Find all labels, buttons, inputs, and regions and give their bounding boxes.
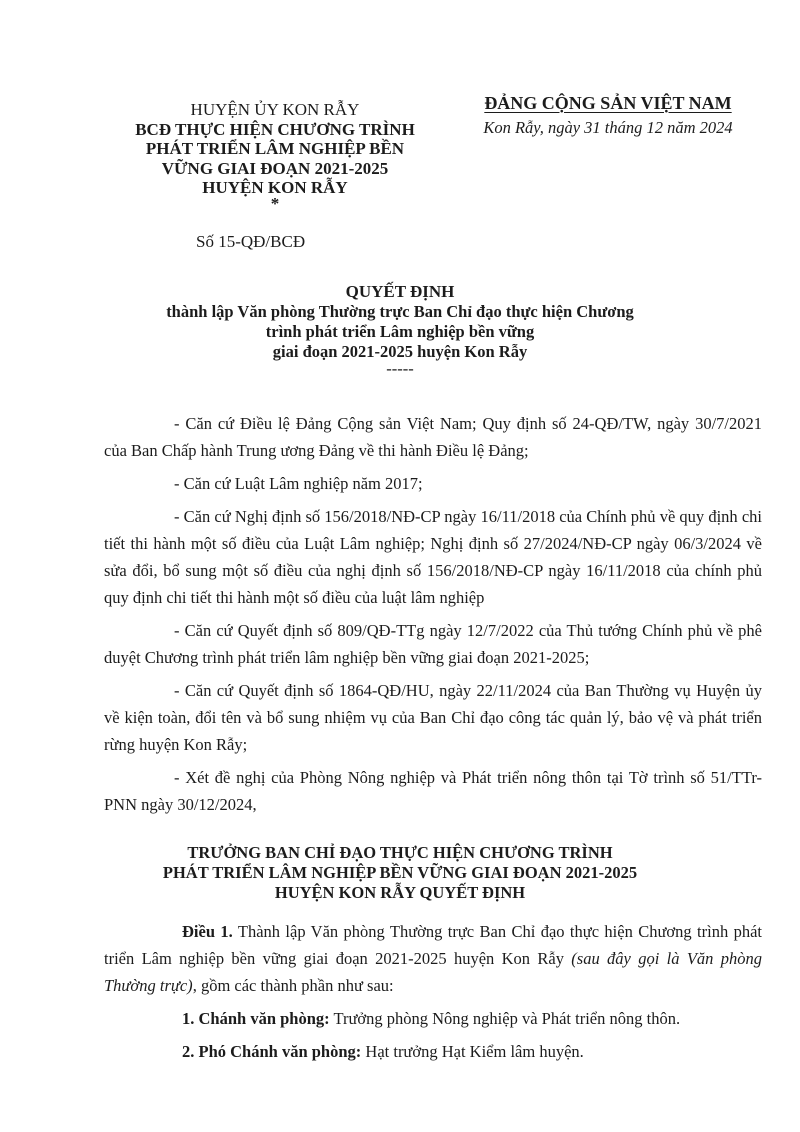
legal-basis-4: - Căn cứ Quyết định số 809/QĐ-TTg ngày 12/7/2022 của Thủ tướng Chính phủ về phê duyệt Chương trình phát triển lâm nghiệp bền vững giai đoạn 2021-2025; [104,621,762,667]
decision-subject-line-2: trình phát triển Lâm nghiệp bền vững [265,322,535,341]
title-separator: ----- [386,359,414,378]
steering-committee-line-4: HUYỆN KON RẪY [202,178,348,197]
article-1-note: (sau đây gọi là Văn phòng Thường trực) [104,949,762,995]
party-header [458,93,758,138]
legal-basis-2: - Căn cứ Luật Lâm nghiệp năm 2017; [174,474,423,493]
article-1-tail: , gồm các thành phần như sau: [192,976,394,995]
decree-heading-line-3: HUYỆN KON RẪY QUYẾT ĐỊNH [274,883,526,902]
decision-subject-line-1: thành lập Văn phòng Thường trực Ban Chỉ đạo thực hiện Chương [166,302,634,321]
member-role-label: 2. Phó Chánh văn phòng: [182,1042,362,1061]
legal-basis-5: - Căn cứ Quyết định số 1864-QĐ/HU, ngày 22/11/2024 của Ban Thường vụ Huyện ủy về kiện toàn, đổi tên và bổ sung nhiệm vụ của Ban Chỉ đạo công tác quản lý, bảo vệ và phát triển rừng huyện Kon Rẫy; [104,681,762,754]
member-item [104,1005,762,1032]
decree-heading-line-1: TRƯỞNG BAN CHỈ ĐẠO THỰC HIỆN CHƯƠNG TRÌNH [187,843,613,862]
article-1-text: Thành lập Văn phòng Thường trực Ban Chỉ đạo thực hiện Chương trình phát triển Lâm nghiệp bền vững giai đoạn 2021-2025 huyện Kon Rẫy [104,922,763,968]
steering-committee-line-3: VỮNG GIAI ĐOẠN 2021-2025 [161,158,389,178]
legal-basis-3: - Căn cứ Nghị định số 156/2018/NĐ-CP ngày 16/11/2018 của Chính phủ về quy định chi tiết thi hành một số điều của Luật Lâm nghiệp; Nghị định số 27/2024/NĐ-CP ngày 06/3/2024 về sửa đổi, bổ sung một số điều của nghị định số 156/2018/NĐ-CP ngày 16/11/2018 của chính phủ quy định chi tiết thi hành một số điều của luật lâm nghiệp [104,507,762,607]
decision-title [150,282,650,376]
header-star: * [270,193,280,213]
article-1 [104,918,762,999]
member-role-text: Trưởng phòng Nông nghiệp và Phát triển nông thôn. [329,1009,681,1028]
issuing-body-header [110,100,440,213]
issuing-party-committee: HUYỆN ỦY KON RẪY [190,100,360,119]
legal-bases [104,410,762,824]
legal-basis-1: - Căn cứ Điều lệ Đảng Cộng sản Việt Nam; Quy định số 24-QĐ/TW, ngày 30/7/2021 của Ban Chấp hành Trung ương Đảng về thi hành Điều lệ Đảng; [104,414,762,460]
decision-heading: QUYẾT ĐỊNH [345,282,455,301]
articles [104,918,762,1071]
decision-subject-line-3: giai đoạn 2021-2025 huyện Kon Rẫy [272,342,528,361]
steering-committee-line-2: PHÁT TRIỂN LÂM NGHIỆP BỀN [145,139,405,158]
decree-heading [150,843,650,903]
document-number: Số 15-QĐ/BCĐ [196,232,306,251]
issue-date: Kon Rẫy, ngày 31 tháng 12 năm 2024 [483,118,733,137]
decree-heading-line-2: PHÁT TRIỂN LÂM NGHIỆP BỀN VỮNG GIAI ĐOẠN 2021-2025 [162,863,638,882]
member-role-text: Hạt trưởng Hạt Kiểm lâm huyện. [361,1042,584,1061]
member-item [104,1038,762,1065]
party-name: ĐẢNG CỘNG SẢN VIỆT NAM [484,93,732,113]
article-1-label: Điều 1. [182,922,233,941]
member-role-label: 1. Chánh văn phòng: [182,1009,330,1028]
steering-committee-line-1: BCĐ THỰC HIỆN CHƯƠNG TRÌNH [135,119,415,139]
legal-basis-6: - Xét đề nghị của Phòng Nông nghiệp và Phát triển nông thôn tại Tờ trình số 51/TTr-PNN ngày 30/12/2024, [104,768,762,814]
